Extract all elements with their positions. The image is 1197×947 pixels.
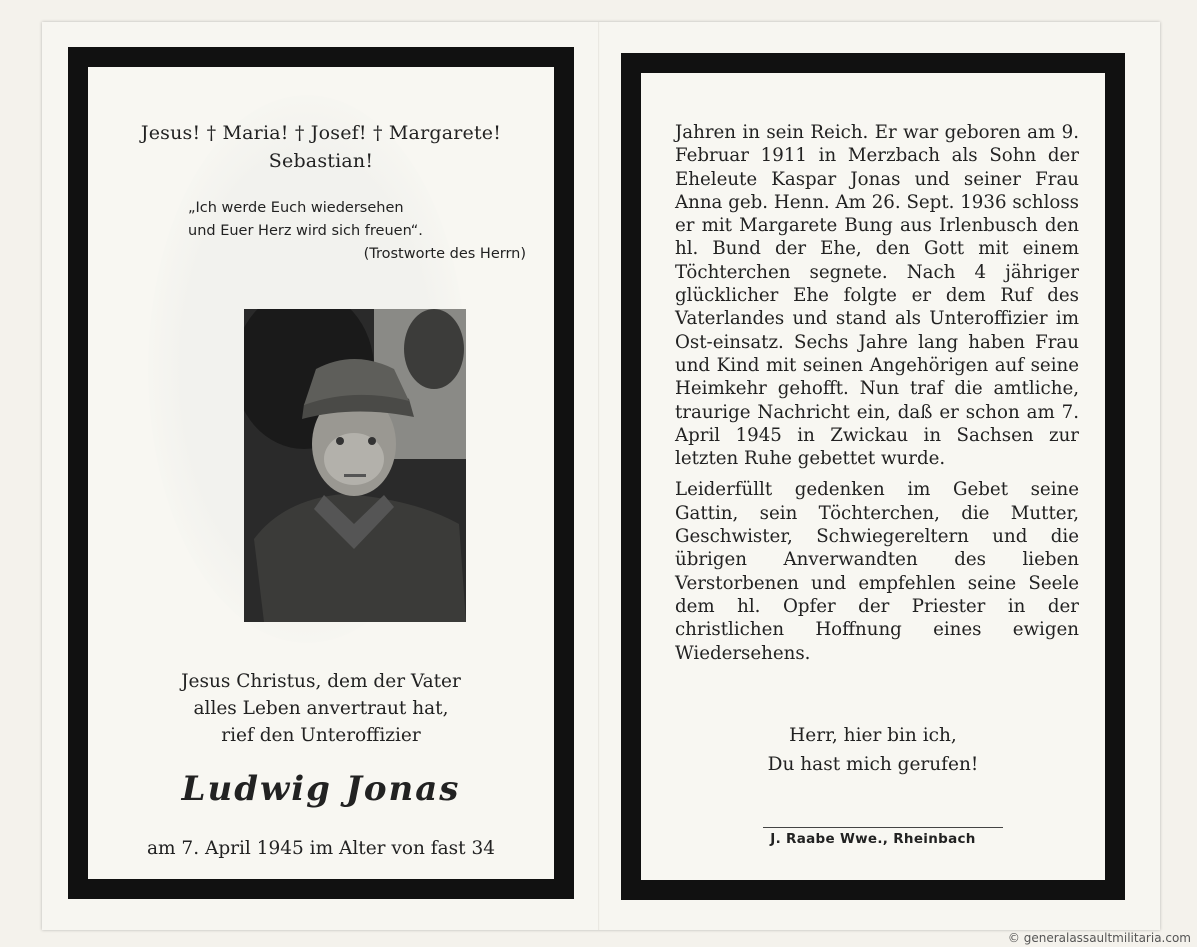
saints-invocation bbox=[88, 119, 554, 175]
quote-line-2: und Euer Herz wird sich freuen“. bbox=[188, 223, 423, 239]
left-panel bbox=[68, 47, 574, 899]
site-watermark: © generalassaultmilitaria.com bbox=[1007, 931, 1191, 945]
closing-line-1: Herr, hier bin ich, bbox=[789, 725, 957, 746]
consolation-quote bbox=[188, 197, 528, 266]
biography-paragraph-1: Jahren in sein Reich. Er war geboren am 9. Februar 1911 in Merzbach als Sohn der Eheleute Kaspar Jonas und seiner Frau Anna geb. Henn. Am 26. Sept. 1936 schloss er mit Margarete Bung aus Irlenbusch den hl. Bund der Ehe, den Gott mit einem Töchterchen segnete. Nach 4 jähriger glücklicher Ehe folgte er dem Ruf des Vaterlandes und stand als Unteroffizier im Ost-einsatz. Sechs Jahre lang haben Frau und Kind mit seinen Angehörigen auf seine Heimkehr gehofft. Nun traf die amtliche, traurige Nachricht ein, daß er schon am 7. April 1945 in Zwickau in Sachsen zur letzten Ruhe gebettet wurde. bbox=[675, 122, 1079, 470]
biography-paragraph-2: Leiderfüllt gedenken im Gebet seine Gattin, sein Töchterchen, die Mutter, Geschwister, Schwiegereltern und die übrigen Anverwandten des lieben Verstorbenen und empfehlen seine Seele dem hl. Opfer der Priester in der christlichen Hoffnung eines ewigen Wiedersehens. bbox=[675, 479, 1079, 664]
card-fold bbox=[598, 22, 600, 930]
soldier-portrait-photo bbox=[244, 309, 466, 622]
intro-line-1: Jesus Christus, dem der Vater bbox=[181, 671, 461, 692]
closing-prayer bbox=[641, 721, 1105, 779]
biography-text bbox=[675, 121, 1079, 673]
quote-source: (Trostworte des Herrn) bbox=[363, 246, 526, 262]
right-panel bbox=[621, 53, 1125, 900]
quote-line-1: „Ich werde Euch wiedersehen bbox=[188, 200, 404, 216]
intro-line-3: rief den Unteroffizier bbox=[221, 725, 421, 746]
closing-line-2: Du hast mich gerufen! bbox=[767, 754, 979, 775]
printer-imprint: J. Raabe Wwe., Rheinbach bbox=[770, 831, 976, 847]
printer-divider bbox=[763, 827, 1003, 828]
intro-line-2: alles Leben anvertraut hat, bbox=[193, 698, 449, 719]
deceased-name: Ludwig Jonas bbox=[181, 769, 461, 809]
saints-line-2: Sebastian! bbox=[268, 150, 374, 172]
saints-line-1: Jesus! † Maria! † Josef! † Margarete! bbox=[140, 122, 502, 144]
death-date-line: am 7. April 1945 im Alter von fast 34 bbox=[146, 838, 496, 859]
announcement-text bbox=[88, 668, 554, 749]
